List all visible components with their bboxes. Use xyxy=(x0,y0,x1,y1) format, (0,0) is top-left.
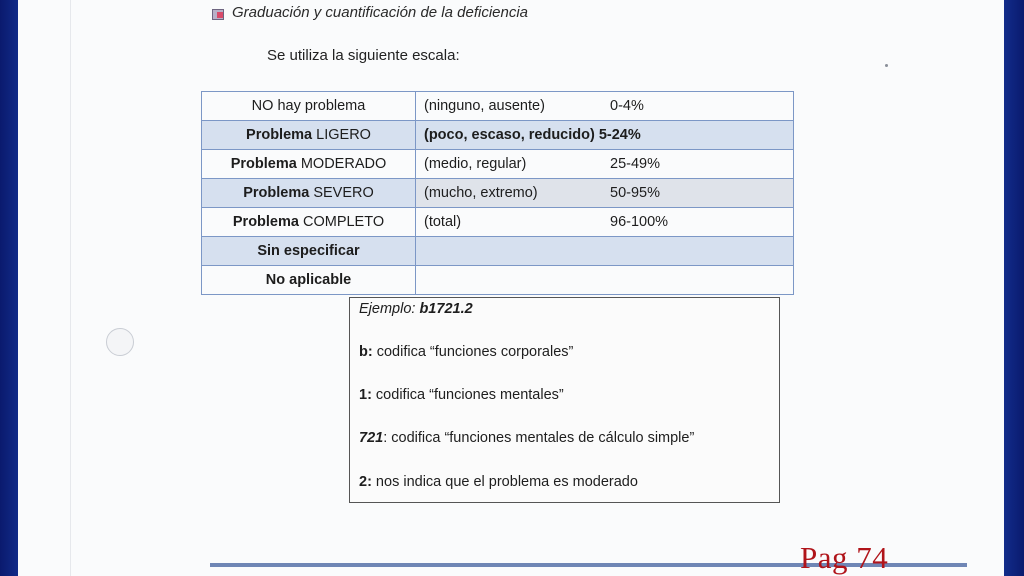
level-cell: Problema SEVERO xyxy=(202,179,416,208)
heading-text: Graduación y cuantificación de la deficiencia xyxy=(232,4,529,21)
table-row xyxy=(202,150,794,179)
severity-scale-table xyxy=(201,91,794,295)
level-cell: Problema COMPLETO xyxy=(202,208,416,237)
punch-hole xyxy=(106,328,134,356)
page-number: Pag 74 xyxy=(800,540,889,575)
table-row xyxy=(202,237,794,266)
level-cell: Problema MODERADO xyxy=(202,150,416,179)
table-row xyxy=(202,266,794,295)
description-cell: (poco, escaso, reducido) 5-24% xyxy=(416,121,794,150)
description-cell: (medio, regular) 25-49% xyxy=(416,150,794,179)
table-row xyxy=(202,121,794,150)
example-title: Ejemplo: b1721.2 xyxy=(359,301,473,317)
example-box xyxy=(349,297,780,503)
section-heading xyxy=(212,4,528,21)
intro-text: Se utiliza la siguiente escala: xyxy=(267,47,460,64)
speck xyxy=(885,64,888,67)
description-cell xyxy=(416,266,794,295)
table-row xyxy=(202,208,794,237)
table-row xyxy=(202,92,794,121)
document-bullet-icon xyxy=(212,7,224,19)
example-line: 721: codifica “funciones mentales de cálculo simple” xyxy=(359,430,695,446)
description-cell xyxy=(416,237,794,266)
table-row xyxy=(202,179,794,208)
page-edge xyxy=(70,0,71,576)
description-cell: (total) 96-100% xyxy=(416,208,794,237)
example-line: 2: nos indica que el problema es moderado xyxy=(359,474,638,490)
level-cell: Sin especificar xyxy=(202,237,416,266)
level-cell: NO hay problema xyxy=(202,92,416,121)
description-cell: (ninguno, ausente) 0-4% xyxy=(416,92,794,121)
level-cell: No aplicable xyxy=(202,266,416,295)
example-line: b: codifica “funciones corporales” xyxy=(359,344,574,360)
example-line: 1: codifica “funciones mentales” xyxy=(359,387,564,403)
level-cell: Problema LIGERO xyxy=(202,121,416,150)
description-cell: (mucho, extremo) 50-95% xyxy=(416,179,794,208)
